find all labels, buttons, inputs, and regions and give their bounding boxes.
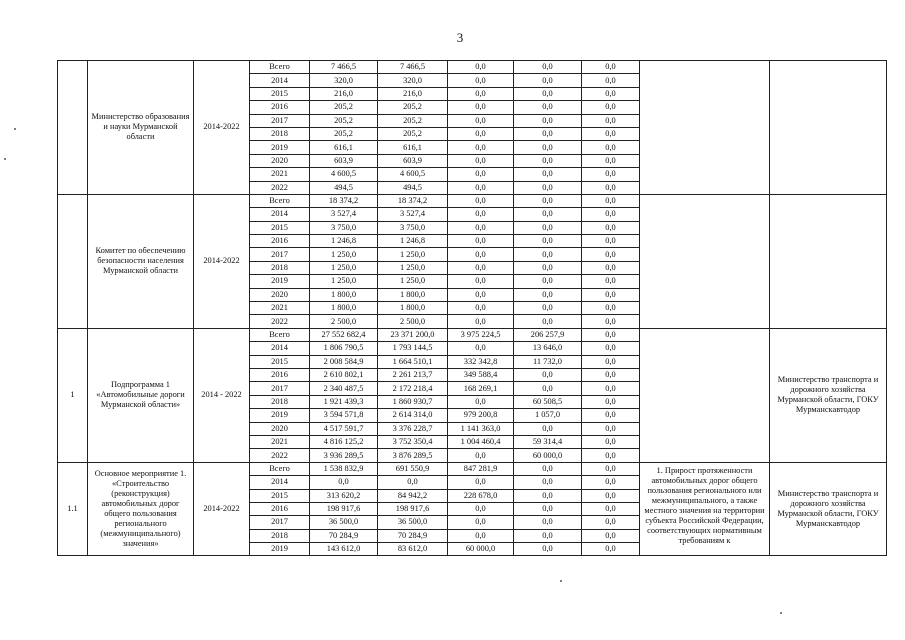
value-cell: 0,0	[448, 342, 514, 355]
value-cell: 205,2	[378, 127, 448, 140]
value-cell: 4 517 591,7	[310, 422, 378, 435]
value-cell: 0,0	[448, 449, 514, 462]
value-cell: 0,0	[448, 154, 514, 167]
year-cell: 2016	[250, 235, 310, 248]
value-cell: 0,0	[514, 101, 582, 114]
row-number-cell	[58, 194, 88, 328]
scan-speck	[14, 128, 16, 130]
year-cell: 2016	[250, 502, 310, 515]
value-cell: 691 550,9	[378, 462, 448, 475]
value-cell: 1 246,8	[310, 235, 378, 248]
value-cell: 0,0	[514, 61, 582, 74]
year-cell: 2014	[250, 208, 310, 221]
value-cell: 0,0	[448, 168, 514, 181]
year-cell: 2020	[250, 288, 310, 301]
value-cell: 0,0	[582, 194, 640, 207]
value-cell: 3 527,4	[310, 208, 378, 221]
value-cell: 0,0	[582, 127, 640, 140]
value-cell: 320,0	[310, 74, 378, 87]
goal-indicator-cell	[640, 328, 770, 462]
value-cell: 603,9	[378, 154, 448, 167]
value-cell: 205,2	[378, 114, 448, 127]
value-cell: 205,2	[378, 101, 448, 114]
value-cell: 1 800,0	[378, 302, 448, 315]
value-cell: 0,0	[448, 235, 514, 248]
value-cell: 0,0	[448, 181, 514, 194]
year-cell: 2014	[250, 342, 310, 355]
year-cell: Всего	[250, 328, 310, 341]
value-cell: 1 800,0	[310, 288, 378, 301]
year-cell: 2017	[250, 114, 310, 127]
value-cell: 0,0	[448, 476, 514, 489]
goal-indicator-cell	[640, 61, 770, 195]
row-number-cell: 1	[58, 328, 88, 462]
value-cell: 0,0	[582, 529, 640, 542]
value-cell: 3 975 224,5	[448, 328, 514, 341]
value-cell: 0,0	[448, 502, 514, 515]
value-cell: 0,0	[514, 141, 582, 154]
value-cell: 313 620,2	[310, 489, 378, 502]
value-cell: 3 752 350,4	[378, 435, 448, 448]
year-cell: 2021	[250, 168, 310, 181]
value-cell: 0,0	[582, 248, 640, 261]
value-cell: 228 678,0	[448, 489, 514, 502]
value-cell: 0,0	[582, 275, 640, 288]
year-cell: 2022	[250, 449, 310, 462]
value-cell: 0,0	[582, 141, 640, 154]
table-row	[58, 462, 887, 475]
value-cell: 18 374,2	[310, 194, 378, 207]
value-cell: 2 610 802,1	[310, 368, 378, 381]
value-cell: 0,0	[514, 275, 582, 288]
value-cell: 198 917,6	[378, 502, 448, 515]
value-cell: 60 000,0	[448, 543, 514, 556]
value-cell: 1 860 930,7	[378, 395, 448, 408]
value-cell: 198 917,6	[310, 502, 378, 515]
value-cell: 3 936 289,5	[310, 449, 378, 462]
value-cell: 0,0	[582, 208, 640, 221]
year-cell: 2016	[250, 368, 310, 381]
value-cell: 0,0	[582, 422, 640, 435]
year-cell: 2014	[250, 476, 310, 489]
value-cell: 0,0	[514, 302, 582, 315]
value-cell: 332 342,8	[448, 355, 514, 368]
value-cell: 0,0	[514, 87, 582, 100]
value-cell: 4 600,5	[378, 168, 448, 181]
value-cell: 2 340 487,5	[310, 382, 378, 395]
value-cell: 1 806 790,5	[310, 342, 378, 355]
value-cell: 0,0	[582, 435, 640, 448]
value-cell: 0,0	[448, 141, 514, 154]
value-cell: 0,0	[448, 288, 514, 301]
value-cell: 0,0	[582, 476, 640, 489]
value-cell: 0,0	[448, 208, 514, 221]
value-cell: 0,0	[448, 516, 514, 529]
value-cell: 0,0	[582, 395, 640, 408]
value-cell: 0,0	[582, 543, 640, 556]
value-cell: 0,0	[582, 61, 640, 74]
year-cell: 2017	[250, 516, 310, 529]
year-cell: 2015	[250, 489, 310, 502]
value-cell: 494,5	[378, 181, 448, 194]
value-cell: 13 646,0	[514, 342, 582, 355]
value-cell: 3 750,0	[378, 221, 448, 234]
table-row	[58, 61, 887, 74]
value-cell: 0,0	[448, 61, 514, 74]
value-cell: 0,0	[514, 181, 582, 194]
value-cell: 3 527,4	[378, 208, 448, 221]
value-cell: 603,9	[310, 154, 378, 167]
value-cell: 1 004 460,4	[448, 435, 514, 448]
value-cell: 0,0	[582, 382, 640, 395]
scan-speck	[4, 158, 6, 160]
value-cell: 0,0	[582, 74, 640, 87]
value-cell: 0,0	[582, 328, 640, 341]
value-cell: 0,0	[448, 221, 514, 234]
value-cell: 0,0	[582, 516, 640, 529]
value-cell: 1 250,0	[378, 275, 448, 288]
value-cell: 3 876 289,5	[378, 449, 448, 462]
year-cell: 2020	[250, 154, 310, 167]
value-cell: 0,0	[514, 529, 582, 542]
value-cell: 1 057,0	[514, 409, 582, 422]
value-cell: 0,0	[582, 181, 640, 194]
value-cell: 7 466,5	[378, 61, 448, 74]
row-name-cell: Министерство образования и науки Мурманской области	[88, 61, 194, 195]
row-number-cell: 1.1	[58, 462, 88, 556]
value-cell: 3 750,0	[310, 221, 378, 234]
table-row	[58, 328, 887, 341]
year-cell: Всего	[250, 462, 310, 475]
year-cell: 2016	[250, 101, 310, 114]
value-cell: 206 257,9	[514, 328, 582, 341]
budget-table	[57, 60, 887, 556]
value-cell: 0,0	[514, 127, 582, 140]
year-cell: 2019	[250, 275, 310, 288]
value-cell: 0,0	[514, 516, 582, 529]
value-cell: 0,0	[582, 489, 640, 502]
value-cell: 4 816 125,2	[310, 435, 378, 448]
value-cell: 2 008 584,9	[310, 355, 378, 368]
value-cell: 2 500,0	[310, 315, 378, 328]
value-cell: 18 374,2	[378, 194, 448, 207]
year-cell: 2017	[250, 248, 310, 261]
year-cell: 2021	[250, 435, 310, 448]
row-period-cell: 2014-2022	[194, 462, 250, 556]
value-cell: 0,0	[448, 127, 514, 140]
year-cell: 2018	[250, 529, 310, 542]
value-cell: 0,0	[582, 462, 640, 475]
executor-cell: Министерство транспорта и дорожного хозяйства Мурманской области, ГОКУ Мурманскавтодор	[770, 328, 887, 462]
value-cell: 3 594 571,8	[310, 409, 378, 422]
value-cell: 168 269,1	[448, 382, 514, 395]
value-cell: 1 250,0	[310, 261, 378, 274]
value-cell: 0,0	[582, 221, 640, 234]
year-cell: 2020	[250, 422, 310, 435]
value-cell: 1 800,0	[378, 288, 448, 301]
value-cell: 0,0	[378, 476, 448, 489]
value-cell: 2 261 213,7	[378, 368, 448, 381]
year-cell: 2018	[250, 395, 310, 408]
value-cell: 0,0	[514, 315, 582, 328]
value-cell: 0,0	[582, 449, 640, 462]
value-cell: 0,0	[582, 87, 640, 100]
value-cell: 0,0	[582, 502, 640, 515]
value-cell: 0,0	[514, 502, 582, 515]
value-cell: 1 250,0	[310, 248, 378, 261]
value-cell: 1 793 144,5	[378, 342, 448, 355]
value-cell: 0,0	[514, 368, 582, 381]
row-name-cell: Основное мероприятие 1. «Строительство (реконструкция) автомобильных дорог общего пользования регионального (межмуниципального) значения»	[88, 462, 194, 556]
value-cell: 0,0	[514, 288, 582, 301]
value-cell: 4 600,5	[310, 168, 378, 181]
value-cell: 1 664 510,1	[378, 355, 448, 368]
value-cell: 0,0	[514, 462, 582, 475]
value-cell: 0,0	[514, 543, 582, 556]
value-cell: 0,0	[582, 114, 640, 127]
year-cell: 2021	[250, 302, 310, 315]
value-cell: 0,0	[310, 476, 378, 489]
value-cell: 27 552 682,4	[310, 328, 378, 341]
year-cell: Всего	[250, 194, 310, 207]
value-cell: 0,0	[448, 114, 514, 127]
year-cell: 2018	[250, 127, 310, 140]
value-cell: 60 000,0	[514, 449, 582, 462]
value-cell: 0,0	[448, 315, 514, 328]
value-cell: 143 612,0	[310, 543, 378, 556]
value-cell: 1 921 439,3	[310, 395, 378, 408]
year-cell: Всего	[250, 61, 310, 74]
year-cell: 2015	[250, 355, 310, 368]
value-cell: 0,0	[514, 235, 582, 248]
value-cell: 0,0	[514, 382, 582, 395]
year-cell: 2018	[250, 261, 310, 274]
scan-speck	[780, 612, 782, 614]
year-cell: 2022	[250, 315, 310, 328]
value-cell: 0,0	[514, 194, 582, 207]
value-cell: 70 284,9	[310, 529, 378, 542]
value-cell: 1 250,0	[378, 248, 448, 261]
value-cell: 0,0	[582, 101, 640, 114]
year-cell: 2015	[250, 87, 310, 100]
page-number: 3	[456, 30, 464, 45]
value-cell: 83 612,0	[378, 543, 448, 556]
value-cell: 36 500,0	[310, 516, 378, 529]
value-cell: 0,0	[582, 154, 640, 167]
row-period-cell: 2014-2022	[194, 194, 250, 328]
value-cell: 0,0	[448, 74, 514, 87]
value-cell: 847 281,9	[448, 462, 514, 475]
value-cell: 2 500,0	[378, 315, 448, 328]
value-cell: 0,0	[582, 302, 640, 315]
value-cell: 205,2	[310, 101, 378, 114]
value-cell: 0,0	[514, 261, 582, 274]
row-number-cell	[58, 61, 88, 195]
value-cell: 0,0	[514, 422, 582, 435]
value-cell: 0,0	[514, 248, 582, 261]
value-cell: 0,0	[582, 342, 640, 355]
table-body	[58, 61, 887, 556]
executor-cell	[770, 61, 887, 195]
goal-indicator-cell: 1. Прирост протяженности автомобильных дорог общего пользования регионального или межмуниципального, а также местного значения на территории субъекта Российской Федерации, соответствующих нормативным требованиям к	[640, 462, 770, 556]
year-cell: 2019	[250, 409, 310, 422]
value-cell: 59 314,4	[514, 435, 582, 448]
year-cell: 2019	[250, 543, 310, 556]
value-cell: 0,0	[448, 275, 514, 288]
year-cell: 2014	[250, 74, 310, 87]
value-cell: 0,0	[582, 409, 640, 422]
executor-cell: Министерство транспорта и дорожного хозяйства Мурманской области, ГОКУ Мурманскавтодор	[770, 462, 887, 556]
value-cell: 0,0	[514, 168, 582, 181]
value-cell: 36 500,0	[378, 516, 448, 529]
value-cell: 0,0	[448, 87, 514, 100]
value-cell: 0,0	[448, 529, 514, 542]
value-cell: 0,0	[582, 261, 640, 274]
value-cell: 2 172 218,4	[378, 382, 448, 395]
value-cell: 320,0	[378, 74, 448, 87]
table-row	[58, 194, 887, 207]
value-cell: 1 246,8	[378, 235, 448, 248]
executor-cell	[770, 194, 887, 328]
value-cell: 1 141 363,0	[448, 422, 514, 435]
value-cell: 0,0	[582, 168, 640, 181]
value-cell: 494,5	[310, 181, 378, 194]
value-cell: 616,1	[310, 141, 378, 154]
value-cell: 0,0	[448, 302, 514, 315]
value-cell: 0,0	[514, 154, 582, 167]
value-cell: 616,1	[378, 141, 448, 154]
value-cell: 0,0	[582, 288, 640, 301]
value-cell: 0,0	[448, 194, 514, 207]
row-period-cell: 2014 - 2022	[194, 328, 250, 462]
row-name-cell: Комитет по обеспечению безопасности населения Мурманской области	[88, 194, 194, 328]
value-cell: 349 588,4	[448, 368, 514, 381]
value-cell: 0,0	[582, 235, 640, 248]
value-cell: 1 538 832,9	[310, 462, 378, 475]
value-cell: 60 508,5	[514, 395, 582, 408]
value-cell: 0,0	[582, 355, 640, 368]
value-cell: 216,0	[310, 87, 378, 100]
year-cell: 2017	[250, 382, 310, 395]
value-cell: 2 614 314,0	[378, 409, 448, 422]
value-cell: 205,2	[310, 114, 378, 127]
value-cell: 0,0	[514, 476, 582, 489]
value-cell: 0,0	[514, 208, 582, 221]
value-cell: 0,0	[448, 395, 514, 408]
value-cell: 84 942,2	[378, 489, 448, 502]
value-cell: 1 250,0	[310, 275, 378, 288]
value-cell: 979 200,8	[448, 409, 514, 422]
row-name-cell: Подпрограмма 1 «Автомобильные дороги Мурманской области»	[88, 328, 194, 462]
value-cell: 11 732,0	[514, 355, 582, 368]
value-cell: 0,0	[514, 221, 582, 234]
value-cell: 1 800,0	[310, 302, 378, 315]
value-cell: 1 250,0	[378, 261, 448, 274]
value-cell: 0,0	[514, 114, 582, 127]
year-cell: 2019	[250, 141, 310, 154]
scan-speck	[560, 580, 562, 582]
value-cell: 0,0	[582, 315, 640, 328]
value-cell: 0,0	[448, 248, 514, 261]
year-cell: 2015	[250, 221, 310, 234]
value-cell: 205,2	[310, 127, 378, 140]
value-cell: 216,0	[378, 87, 448, 100]
value-cell: 70 284,9	[378, 529, 448, 542]
value-cell: 0,0	[582, 368, 640, 381]
value-cell: 7 466,5	[310, 61, 378, 74]
year-cell: 2022	[250, 181, 310, 194]
value-cell: 0,0	[514, 489, 582, 502]
goal-indicator-cell	[640, 194, 770, 328]
row-period-cell: 2014-2022	[194, 61, 250, 195]
value-cell: 0,0	[448, 101, 514, 114]
value-cell: 0,0	[514, 74, 582, 87]
value-cell: 3 376 228,7	[378, 422, 448, 435]
value-cell: 0,0	[448, 261, 514, 274]
value-cell: 23 371 200,0	[378, 328, 448, 341]
